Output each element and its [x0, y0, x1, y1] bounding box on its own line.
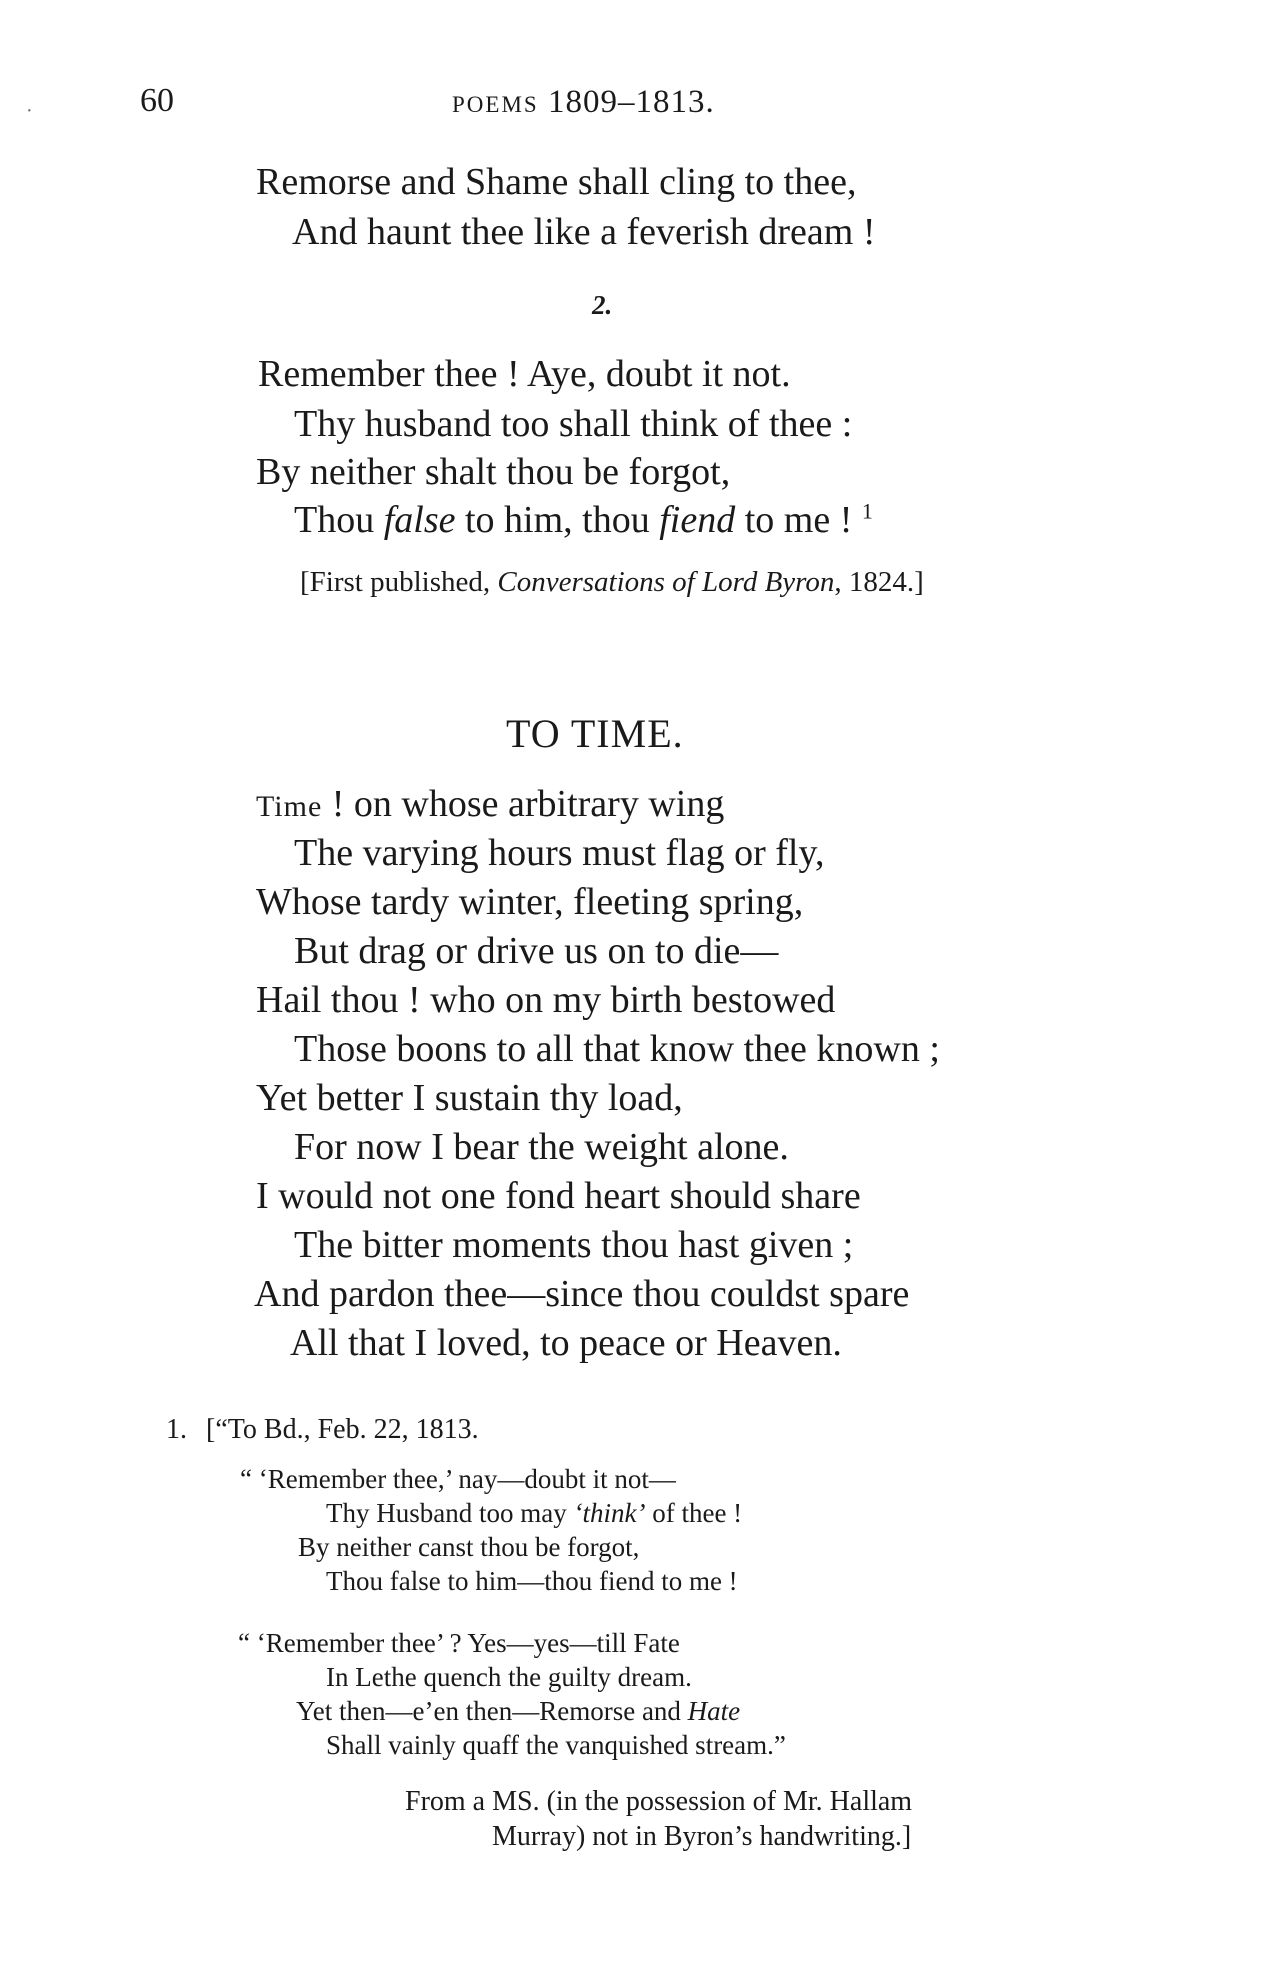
- footnote-verse-line: Shall vainly quaff the vanquished stream.”: [326, 1730, 786, 1760]
- verse-line: All that I loved, to peace or Heaven.: [290, 1322, 842, 1364]
- running-head-years: 1809–1813.: [547, 84, 715, 120]
- verse-line: And haunt thee like a feverish dream !: [292, 211, 876, 253]
- stanza-number: 2.: [592, 290, 613, 320]
- footnote-verse-line: “ ‘Remember thee,’ nay—doubt it not—: [240, 1464, 676, 1494]
- italic-word: fiend: [659, 499, 736, 541]
- publication-note-suffix: , 1824.]: [834, 566, 924, 598]
- verse-text: to him, thou: [455, 499, 660, 541]
- verse-line: By neither shalt thou be forgot,: [256, 451, 731, 493]
- footnote-source: From a MS. (in the possession of Mr. Hallam: [405, 1786, 913, 1817]
- italic-word: ‘think’: [573, 1498, 646, 1528]
- verse-text: of thee !: [645, 1498, 743, 1528]
- verse-line: And pardon thee—since thou couldst spare: [254, 1273, 910, 1315]
- publication-note: [300, 566, 924, 599]
- footnote-heading: [“To Bd., Feb. 22, 1813.: [206, 1414, 479, 1445]
- running-head-title: POEMS: [452, 92, 539, 117]
- verse-line: But drag or drive us on to die—: [294, 930, 779, 972]
- footnote-verse-line: Thou false to him—thou fiend to me !: [326, 1566, 738, 1596]
- footnote-verse-line: “ ‘Remember thee’ ? Yes—yes—till Fate: [238, 1628, 680, 1658]
- page-number: 60: [140, 82, 174, 119]
- verse-line: Those boons to all that know thee known ;: [294, 1028, 940, 1070]
- publication-note-prefix: [First published,: [300, 566, 498, 598]
- verse-line: [256, 780, 724, 831]
- italic-word: Hate: [687, 1696, 741, 1726]
- footnote-verse-line: [296, 1694, 740, 1728]
- small-caps-word: Time: [256, 790, 323, 823]
- verse-text: Thou: [294, 499, 384, 541]
- verse-line: For now I bear the weight alone.: [294, 1126, 789, 1168]
- italic-word: false: [383, 499, 456, 541]
- verse-text: ! on whose arbitrary wing: [322, 783, 725, 825]
- footnote-source: Murray) not in Byron’s handwriting.]: [492, 1821, 912, 1852]
- verse-line: The varying hours must flag or fly,: [294, 832, 825, 874]
- verse-line: [294, 496, 873, 545]
- verse-line: I would not one fond heart should share: [256, 1175, 861, 1217]
- verse-text: Thy Husband too may: [326, 1498, 574, 1528]
- verse-line: The bitter moments thou hast given ;: [294, 1224, 854, 1266]
- publication-title: Conversations of Lord Byron: [497, 566, 835, 598]
- footnote-marker: 1.: [166, 1414, 187, 1445]
- verse-line: Hail thou ! who on my birth bestowed: [256, 979, 836, 1021]
- footnote-verse-line: By neither canst thou be forgot,: [298, 1532, 640, 1562]
- verse-line: Remorse and Shame shall cling to thee,: [256, 161, 857, 203]
- footnote-reference: 1: [861, 498, 873, 524]
- poem-title: TO TIME.: [506, 711, 684, 756]
- verse-line: Yet better I sustain thy load,: [256, 1077, 683, 1119]
- running-head: [452, 84, 715, 121]
- footnote-verse-line: [326, 1496, 742, 1530]
- footnote-verse-line: In Lethe quench the guilty dream.: [326, 1662, 692, 1692]
- verse-line: Whose tardy winter, fleeting spring,: [256, 881, 804, 923]
- verse-line: Remember thee ! Aye, doubt it not.: [258, 353, 791, 395]
- verse-line: Thy husband too shall think of thee :: [294, 403, 853, 445]
- verse-text: to me !: [735, 499, 862, 541]
- verse-text: Yet then—e’en then—Remorse and: [296, 1696, 688, 1726]
- margin-speck: ·: [26, 100, 33, 122]
